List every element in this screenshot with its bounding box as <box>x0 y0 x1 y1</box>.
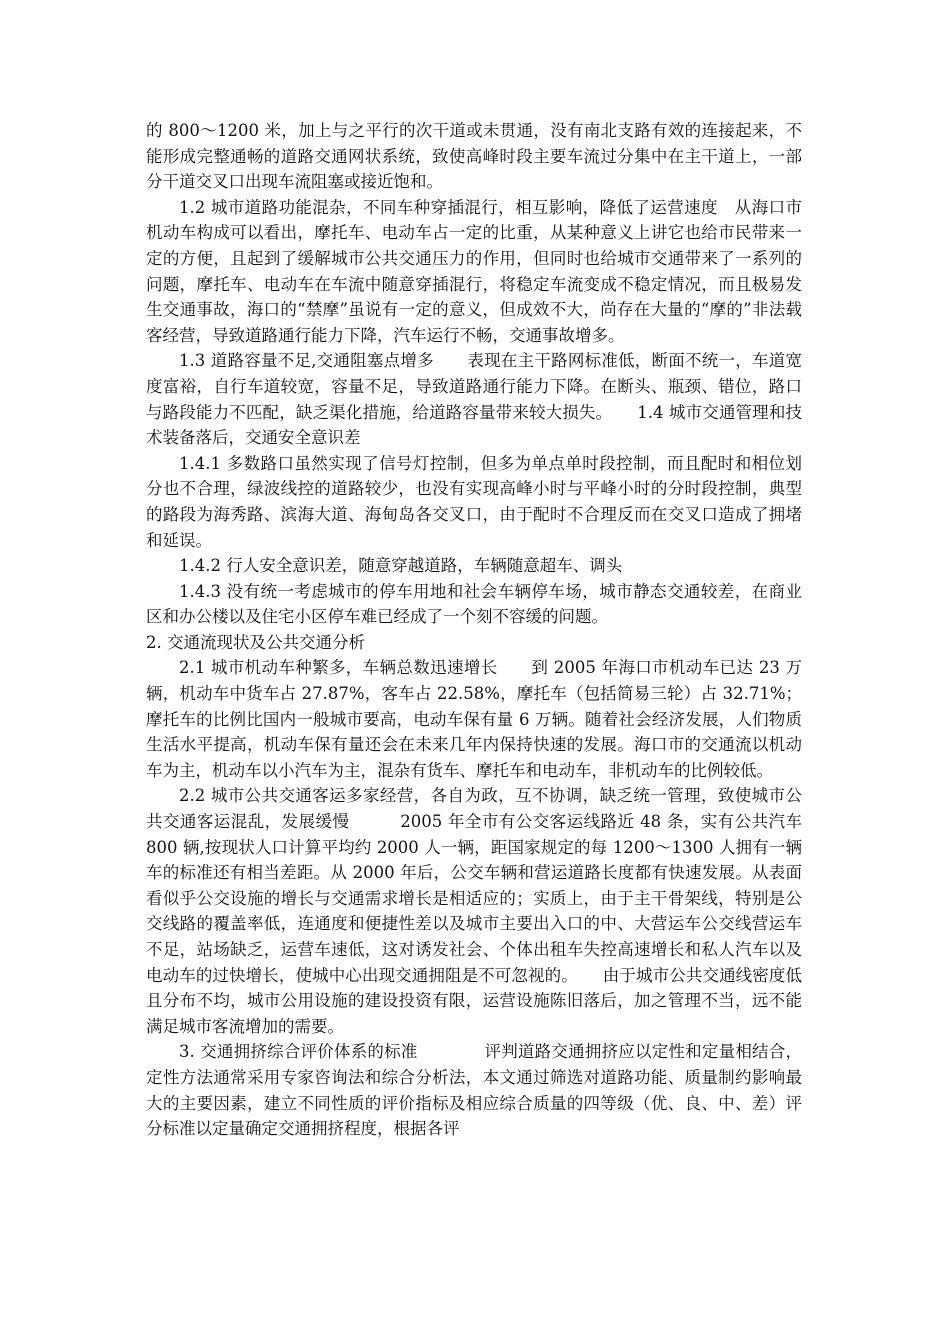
paragraph-1-4-2: 1.4.2 行人安全意识差，随意穿越道路，车辆随意超车、调头 <box>179 556 623 576</box>
document-body <box>146 118 802 1142</box>
paragraph-1-4-1: 1.4.1 多数路口虽然实现了信号灯控制，但多为单点单时段控制，而且配时和相位划分也不合理，绿波线控的道路较少，也没有实现高峰小时与平峰小时的分时段控制，典型的路段为海秀路、滨海大道、海甸岛各交叉口，由于配时不合理反而在交叉口造成了拥堵和延误。 <box>146 453 802 550</box>
paragraph-1-2: 1.2 城市道路功能混杂，不同车种穿插混行，相互影响，降低了运营速度 从海口市机动车构成可以看出，摩托车、电动车占一定的比重，从某种意义上讲它也给市民带来一定的方便，且起到了缓解城市公共交通压力的作用，但同时也给城市交通带来了一系列的问题，摩托车、电动车在车流中随意穿插混行，将稳定车流变成不稳定情况，而且极易发生交通事故，海口的“禁摩”虽说有一定的意义，但成效不大，尚存在大量的“摩的”非法载客经营，导致道路通行能力下降，汽车运行不畅，交通事故增多。 <box>146 197 802 345</box>
section-heading-2: 2. 交通流现状及公共交通分析 <box>146 632 365 652</box>
paragraph-1-3: 1.3 道路容量不足,交通阻塞点增多 表现在主干路网标准低，断面不统一，车道宽度富裕，自行车道较宽，容量不足，导致道路通行能力下降。在断头、瓶颈、错位，路口与路段能力不匹配，缺乏渠化措施，给道路容量带来较大损失。 1.4 城市交通管理和技术装备落后，交通安全意识差 <box>146 351 802 448</box>
paragraph-1: 的 800～1200 米，加上与之平行的次干道或未贯通，没有南北支路有效的连接起来，不能形成完整通畅的道路交通网状系统，致使高峰时段主要车流过分集中在主干道上，一部分干道交叉口出现车流阻塞或接近饱和。 <box>146 121 802 192</box>
paragraph-2-1: 2.1 城市机动车种繁多，车辆总数迅速增长 到 2005 年海口市机动车已达 23 万辆，机动车中货车占 27.87%，客车占 22.58%，摩托车（包括简易三轮）占 32.71%；摩托车的比例比国内一般城市要高，电动车保有量 6 万辆。随着社会经济发展，人们物质生活水平提高，机动车保有量还会在未来几年内保持快速的发展。海口市的交通流以机动车为主，机动车以小汽车为主，混杂有货车、摩托车和电动车，非机动车的比例较低。 <box>146 658 802 780</box>
paragraph-2-2: 2.2 城市公共交通客运多家经营，各自为政，互不协调，缺乏统一管理，致使城市公共交通客运混乱，发展缓慢 2005 年全市有公交客运线路近 48 条，实有公共汽车 800 辆,按现状人口计算平均约 2000 人一辆，距国家规定的每 1200～1300 人拥有一辆车的标准还有相当差距。从 2000 年后，公交车辆和营运道路长度都有快速发展。从表面看似乎公交设施的增长与交通需求增长是相适应的；实质上，由于主干骨架线，特别是公交线路的覆盖率低，连通度和便捷性差以及城市主要出入口的中、大营运车公交线营运车不足，站场缺乏，运营车速低，这对诱发社会、个体出租车失控高速增长和私人汽车以及电动车的过快增长，使城中心出现交通拥阻是不可忽视的。 由于城市公共交通线密度低且分布不均，城市公用设施的建设投资有限，运营设施陈旧落后，加之管理不当，远不能满足城市客流增加的需要。 <box>146 786 802 1036</box>
paragraph-3: 3. 交通拥挤综合评价体系的标准 评判道路交通拥挤应以定性和定量相结合，定性方法通常采用专家咨询法和综合分析法，本文通过筛选对道路功能、质量制约影响最大的主要因素，建立不同性质的评价指标及相应综合质量的四等级（优、良、中、差）评分标准以定量确定交通拥挤程度，根据各评 <box>146 1042 802 1139</box>
paragraph-1-4-3: 1.4.3 没有统一考虑城市的停车用地和社会车辆停车场，城市静态交通较差，在商业区和办公楼以及住宅小区停车难已经成了一个刻不容缓的问题。 <box>146 581 802 627</box>
